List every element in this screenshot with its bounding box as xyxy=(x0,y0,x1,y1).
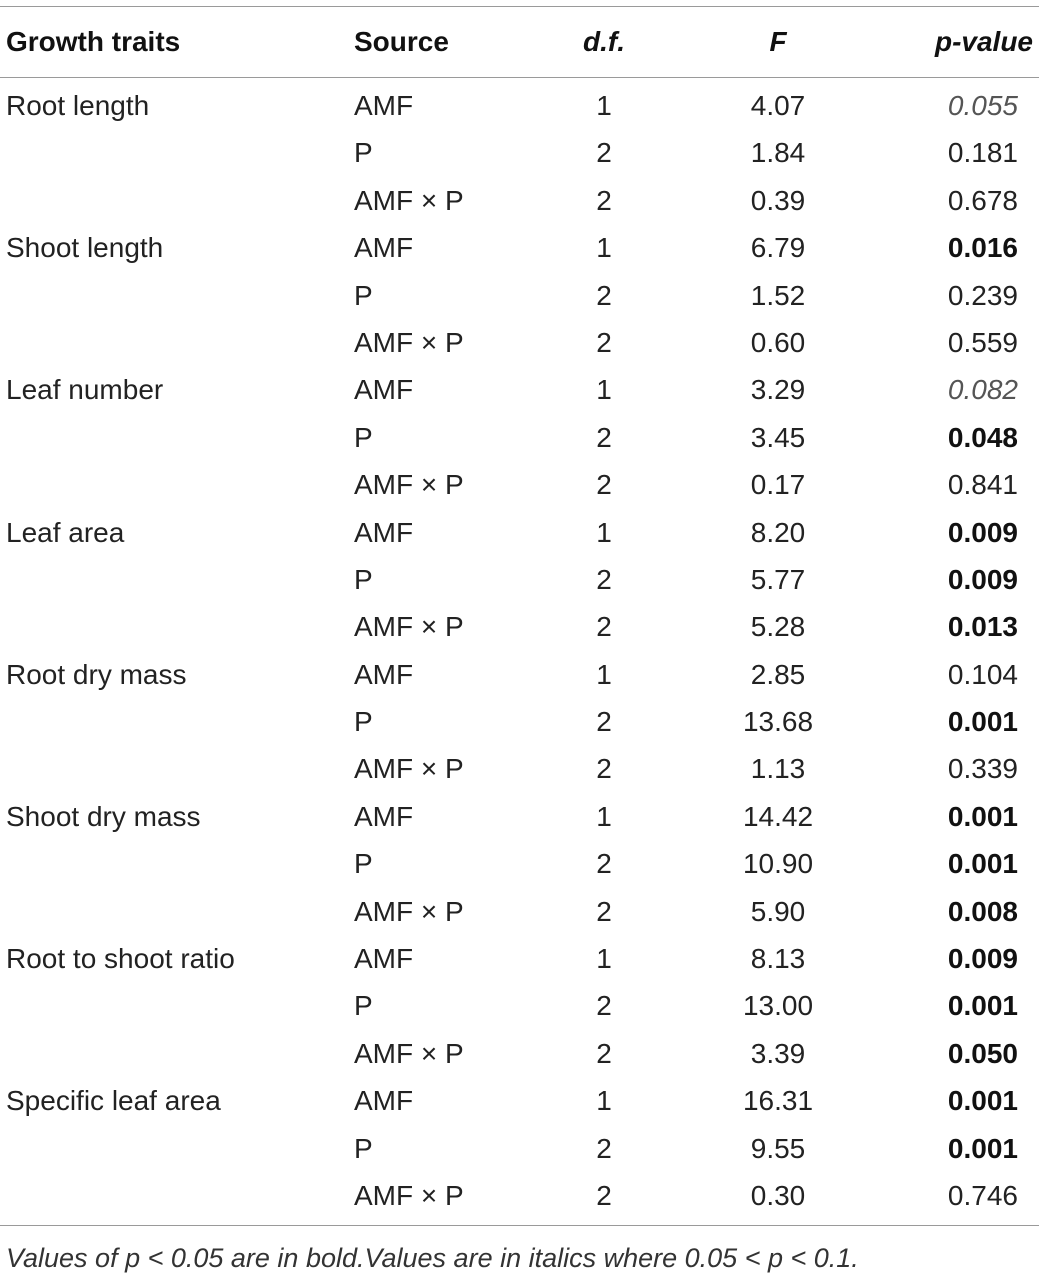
source-cell: AMF xyxy=(354,800,414,832)
source-cell: AMF × P xyxy=(354,1179,464,1211)
source-cell: P xyxy=(354,1132,373,1164)
source-cell: AMF × P xyxy=(354,1037,464,1069)
table-header-row: Growth traits Source d.f. F p-value xyxy=(0,7,1039,77)
table-row: P 2 3.45 0.048 xyxy=(0,414,1039,461)
p-value-cell: 0.104 xyxy=(947,658,1018,690)
table-row: P 2 1.84 0.181 xyxy=(0,129,1039,176)
trait-cell: Shoot length xyxy=(6,232,164,264)
table-row: AMF × P 2 0.39 0.678 xyxy=(0,177,1039,224)
source-cell: AMF xyxy=(354,943,414,975)
source-cell: AMF xyxy=(354,232,414,264)
p-value-cell: 0.339 xyxy=(947,753,1018,785)
table-row: AMF × P 2 0.17 0.841 xyxy=(0,461,1039,508)
table-row: Leaf area AMF 1 8.20 0.009 xyxy=(0,509,1039,556)
source-cell: AMF xyxy=(354,90,414,121)
source-cell: AMF × P xyxy=(354,611,464,643)
table-row: AMF × P 2 5.90 0.008 xyxy=(0,888,1039,935)
table-row: Shoot length AMF 1 6.79 0.016 xyxy=(0,224,1039,271)
p-value-cell: 0.001 xyxy=(947,848,1018,880)
p-value-cell: 0.746 xyxy=(947,1179,1018,1211)
source-cell: P xyxy=(354,137,373,169)
p-value-cell: 0.013 xyxy=(947,611,1018,643)
table-row: AMF × P 2 3.39 0.050 xyxy=(0,1030,1039,1077)
table-row: Root to shoot ratio AMF 1 8.13 0.009 xyxy=(0,935,1039,982)
source-cell: P xyxy=(354,563,373,595)
source-cell: AMF × P xyxy=(354,753,464,785)
source-cell: AMF × P xyxy=(354,184,464,216)
table-row: Root length AMF 1 4.07 0.055 xyxy=(0,82,1039,129)
p-value-cell: 0.239 xyxy=(947,279,1018,311)
source-cell: AMF xyxy=(354,374,414,406)
source-cell: AMF × P xyxy=(354,895,464,927)
trait-cell: Root dry mass xyxy=(6,658,187,690)
anova-table xyxy=(0,6,1039,1226)
p-value-cell: 0.678 xyxy=(947,184,1018,216)
p-value-cell: 0.559 xyxy=(947,326,1018,358)
header-growth-traits: Growth traits xyxy=(6,26,181,57)
trait-cell: Root length xyxy=(6,90,150,121)
source-cell: AMF xyxy=(354,516,414,548)
p-value-cell: 0.050 xyxy=(947,1037,1018,1069)
p-value-cell: 0.001 xyxy=(947,990,1018,1022)
p-value-cell: 0.055 xyxy=(947,90,1018,121)
p-value-cell: 0.001 xyxy=(947,1132,1018,1164)
p-value-cell: 0.016 xyxy=(947,232,1018,264)
trait-cell: Leaf number xyxy=(6,374,164,406)
table-row: AMF × P 2 5.28 0.013 xyxy=(0,603,1039,650)
table-row: Root dry mass AMF 1 2.85 0.104 xyxy=(0,651,1039,698)
table-row: AMF × P 2 0.30 0.746 xyxy=(0,1172,1039,1219)
trait-cell: Root to shoot ratio xyxy=(6,943,235,975)
table-row: AMF × P 2 1.13 0.339 xyxy=(0,745,1039,792)
source-cell: P xyxy=(354,421,373,453)
table-row: P 2 13.68 0.001 xyxy=(0,698,1039,745)
source-cell: AMF xyxy=(354,658,414,690)
table-row: Leaf number AMF 1 3.29 0.082 xyxy=(0,366,1039,413)
source-cell: P xyxy=(354,848,373,880)
source-cell: P xyxy=(354,990,373,1022)
table-row: AMF × P 2 0.60 0.559 xyxy=(0,319,1039,366)
p-value-cell: 0.008 xyxy=(947,895,1018,927)
table-row: Specific leaf area AMF 1 16.31 0.001 xyxy=(0,1077,1039,1124)
p-value-cell: 0.001 xyxy=(947,706,1018,738)
source-cell: AMF × P xyxy=(354,469,464,501)
trait-cell: Shoot dry mass xyxy=(6,800,201,832)
table-bottom-rule xyxy=(0,1225,1039,1226)
p-value-cell: 0.001 xyxy=(947,1085,1018,1117)
trait-cell: Specific leaf area xyxy=(6,1085,221,1117)
table-body xyxy=(0,78,1039,1225)
p-value-cell: 0.009 xyxy=(947,563,1018,595)
table-row: P 2 10.90 0.001 xyxy=(0,840,1039,887)
p-value-cell: 0.001 xyxy=(947,800,1018,832)
p-value-cell: 0.181 xyxy=(947,137,1018,169)
source-cell: P xyxy=(354,706,373,738)
source-cell: P xyxy=(354,279,373,311)
trait-cell: Leaf area xyxy=(6,516,125,548)
table-footnote: Values of p < 0.05 are in bold.Values are in italics where 0.05 < p < 0.1. xyxy=(6,1243,859,1273)
header-source: Source xyxy=(354,26,449,57)
p-value-cell: 0.082 xyxy=(947,374,1018,406)
source-cell: AMF xyxy=(354,1085,414,1117)
table-row: P 2 5.77 0.009 xyxy=(0,556,1039,603)
source-cell: AMF × P xyxy=(354,326,464,358)
table-row: Shoot dry mass AMF 1 14.42 0.001 xyxy=(0,793,1039,840)
p-value-cell: 0.048 xyxy=(947,421,1018,453)
p-value-cell: 0.841 xyxy=(947,469,1018,501)
table-row: P 2 13.00 0.001 xyxy=(0,982,1039,1029)
table-row: P 2 9.55 0.001 xyxy=(0,1125,1039,1172)
header-p-value: p-value xyxy=(934,26,1033,57)
p-value-cell: 0.009 xyxy=(947,516,1018,548)
p-value-cell: 0.009 xyxy=(947,943,1018,975)
table-row: P 2 1.52 0.239 xyxy=(0,272,1039,319)
